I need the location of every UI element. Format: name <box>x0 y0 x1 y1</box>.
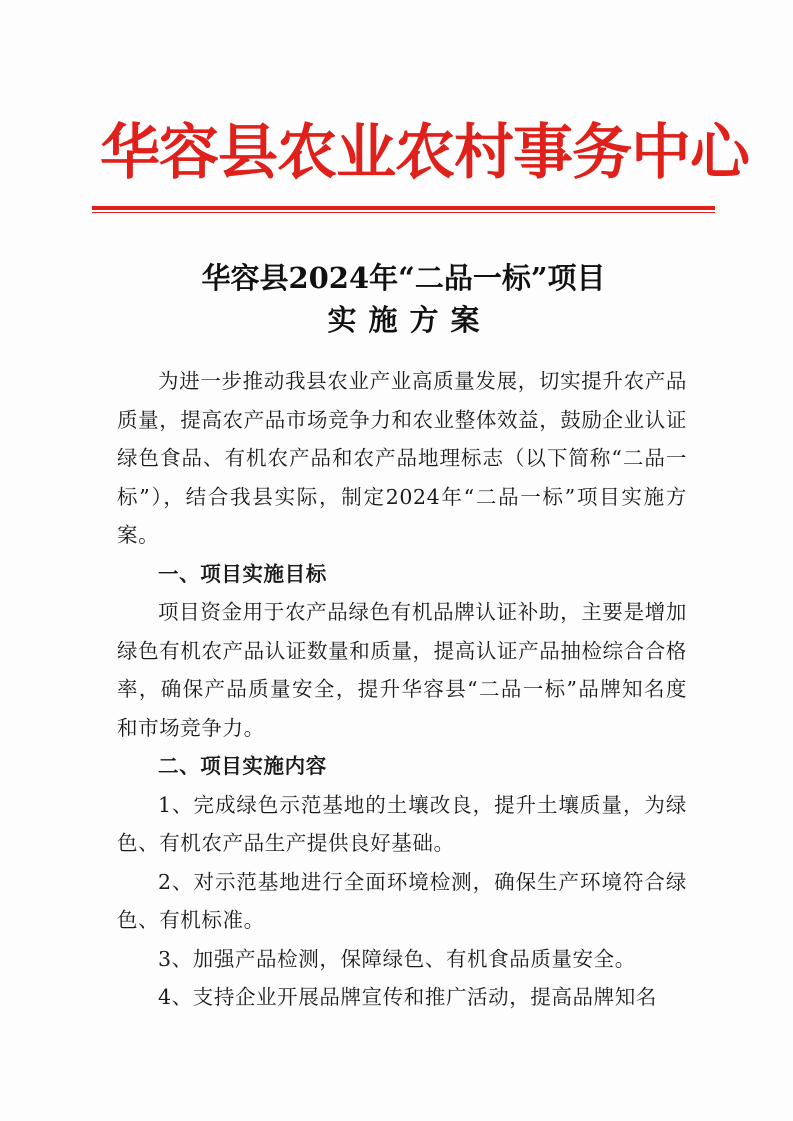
list-item: 1、完成绿色示范基地的土壤改良，提升土壤质量，为绿色、有机农产品生产提供良好基础。 <box>117 792 687 855</box>
document-title-line-1: 华容县2024年“二品一标”项目 <box>201 261 606 295</box>
letterhead-red-rule <box>92 206 715 210</box>
section-1-heading: 一、项目实施目标 <box>158 561 327 586</box>
document-title <box>92 258 715 340</box>
document-title-line-2: 实施方案 <box>327 303 492 337</box>
list-item: 4、支持企业开展品牌宣传和推广活动，提高品牌知名 <box>158 985 657 1009</box>
letterhead-red-rule-thin <box>92 212 715 213</box>
section-1-paragraph: 项目资金用于农产品绿色有机品牌认证补助，主要是增加绿色有机农产品认证数量和质量，提高认证产品抽检综合合格率，确保产品质量安全，提升华容县“二品一标”品牌知名度和市场竞争力。 <box>117 600 687 740</box>
list-item: 2、对示范基地进行全面环境检测，确保生产环境符合绿色、有机标准。 <box>117 869 687 932</box>
section-2-heading: 二、项目实施内容 <box>158 754 327 778</box>
organization-letterhead: 华容县农业农村事务中心 <box>100 118 749 188</box>
intro-paragraph: 为进一步推动我县农业产业高质量发展，切实提升农产品质量，提高农产品市场竞争力和农业整体效益，鼓励企业认证绿色食品、有机农产品和农产品地理标志（以下简称“二品一标”），结合我县实际，制定2024年“二品一标”项目实施方案。 <box>117 369 687 547</box>
list-item: 3、加强产品检测，保障绿色、有机食品质量安全。 <box>158 946 636 971</box>
document-body <box>117 362 687 1017</box>
